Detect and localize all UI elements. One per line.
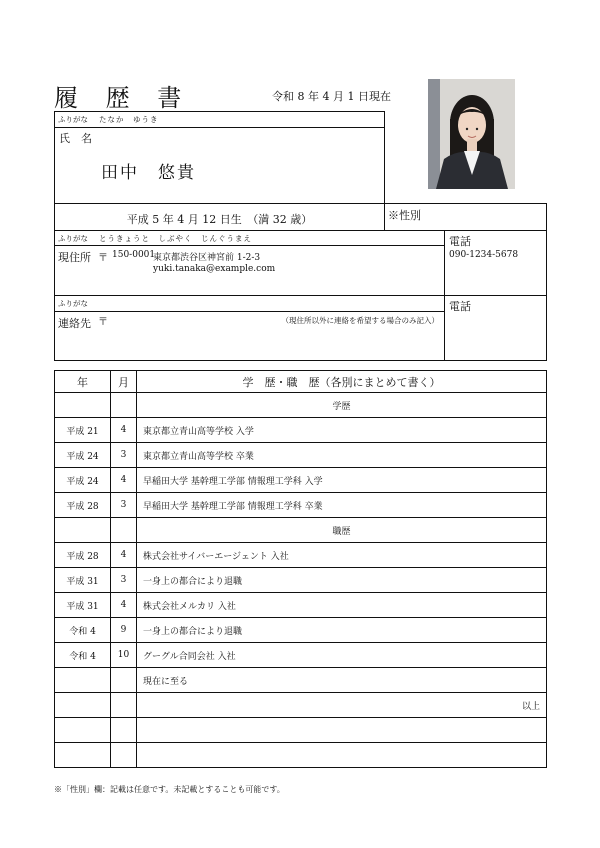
history-entry: 株式会社メルカリ 入社 — [137, 593, 547, 618]
birth-date-row — [54, 203, 385, 231]
table-row — [55, 443, 547, 468]
footer-note: ※「性別」欄：記載は任意です。未記載とすることも可能です。 — [54, 785, 285, 794]
address-phone-value: 090-1234-5678 — [449, 250, 519, 260]
history-year — [55, 718, 111, 743]
postal-mark: 〒 — [98, 253, 108, 264]
contact-block — [54, 295, 445, 361]
table-row — [55, 593, 547, 618]
history-entry: 株式会社サイバーエージェント 入社 — [137, 543, 547, 568]
table-row — [55, 543, 547, 568]
contact-phone-cell — [444, 295, 547, 361]
history-month: 4 — [111, 543, 137, 568]
history-month — [111, 518, 137, 543]
history-year — [55, 393, 111, 418]
name-label: 氏 名 — [59, 132, 92, 145]
address-phone-label: 電話 — [449, 235, 471, 248]
address-block — [54, 230, 445, 296]
address-label: 現住所 — [58, 251, 91, 264]
history-year: 平成 28 — [55, 493, 111, 518]
table-row — [55, 718, 547, 743]
name-furigana-row — [55, 112, 384, 128]
contact-furigana-row — [55, 296, 444, 312]
history-year — [55, 518, 111, 543]
as-of-date: 令和 8 年 4 月 1 日現在 — [272, 90, 391, 103]
name-value: 田中 悠貴 — [101, 163, 196, 183]
contact-label: 連絡先 — [58, 317, 91, 330]
history-entry: 東京都立青山高等学校 入学 — [137, 418, 547, 443]
history-entry: 東京都立青山高等学校 卒業 — [137, 443, 547, 468]
name-furigana-value: たなか ゆうき — [99, 115, 159, 124]
year-header: 年 — [55, 371, 111, 393]
table-row — [55, 668, 547, 693]
history-month: 4 — [111, 418, 137, 443]
history-entry: 以上 — [137, 693, 547, 718]
contact-phone-label: 電話 — [449, 300, 471, 313]
history-year — [55, 668, 111, 693]
name-block — [54, 111, 385, 204]
history-entry: 職歴 — [137, 518, 547, 543]
birth-date-text: 平成 5 年 4 月 12 日生 （満 32 歳） — [126, 213, 313, 226]
table-row — [55, 643, 547, 668]
history-month: 4 — [111, 593, 137, 618]
address-furigana-value: とうきょうと しぶやく じんぐうまえ — [99, 234, 252, 243]
history-body — [55, 393, 547, 768]
address-furigana-label: ふりがな — [58, 234, 88, 243]
contact-furigana-label: ふりがな — [58, 299, 88, 308]
table-row — [55, 468, 547, 493]
portrait-image — [428, 79, 515, 189]
name-furigana-label: ふりがな — [58, 115, 88, 124]
month-header: 月 — [111, 371, 137, 393]
table-row — [55, 693, 547, 718]
history-month — [111, 693, 137, 718]
history-month — [111, 668, 137, 693]
history-month: 4 — [111, 468, 137, 493]
email-address: yuki.tanaka@example.com — [153, 264, 276, 274]
history-year: 平成 24 — [55, 468, 111, 493]
history-year: 平成 31 — [55, 593, 111, 618]
contact-note: （現住所以外に連絡を希望する場合のみ記入） — [281, 316, 439, 325]
history-year — [55, 693, 111, 718]
history-month: 3 — [111, 443, 137, 468]
history-month — [111, 393, 137, 418]
address-text: 東京都渋谷区神宮前 1-2-3 — [153, 253, 261, 263]
portrait-photo — [428, 79, 515, 189]
history-month: 3 — [111, 568, 137, 593]
history-header-row — [55, 371, 547, 393]
document-title: 履 歴 書 — [54, 84, 192, 112]
history-year: 令和 4 — [55, 643, 111, 668]
history-month — [111, 718, 137, 743]
address-furigana-row — [55, 231, 444, 246]
table-row — [55, 518, 547, 543]
table-row — [55, 393, 547, 418]
history-table — [54, 370, 547, 768]
history-month: 10 — [111, 643, 137, 668]
history-year: 平成 24 — [55, 443, 111, 468]
history-year: 令和 4 — [55, 618, 111, 643]
history-year: 平成 21 — [55, 418, 111, 443]
table-row — [55, 493, 547, 518]
table-row — [55, 618, 547, 643]
history-content-header: 学 歴・職 歴（各別にまとめて書く） — [137, 371, 547, 393]
history-month — [111, 743, 137, 768]
history-month: 3 — [111, 493, 137, 518]
history-entry: 早稲田大学 基幹理工学部 情報理工学科 卒業 — [137, 493, 547, 518]
table-row — [55, 568, 547, 593]
history-entry: 現在に至る — [137, 668, 547, 693]
table-row — [55, 418, 547, 443]
history-entry: 早稲田大学 基幹理工学部 情報理工学科 入学 — [137, 468, 547, 493]
history-entry: グーグル合同会社 入社 — [137, 643, 547, 668]
history-year: 平成 31 — [55, 568, 111, 593]
history-year — [55, 743, 111, 768]
gender-label: ※性別 — [388, 209, 421, 222]
contact-postal-mark: 〒 — [98, 317, 108, 328]
gender-cell — [384, 203, 547, 231]
table-row — [55, 743, 547, 768]
address-phone-cell — [444, 230, 547, 296]
history-entry: 学歴 — [137, 393, 547, 418]
history-entry — [137, 743, 547, 768]
postal-code: 150-0001 — [112, 250, 156, 260]
history-entry: 一身上の都合により退職 — [137, 568, 547, 593]
history-entry: 一身上の都合により退職 — [137, 618, 547, 643]
history-month: 9 — [111, 618, 137, 643]
history-entry — [137, 718, 547, 743]
history-year: 平成 28 — [55, 543, 111, 568]
